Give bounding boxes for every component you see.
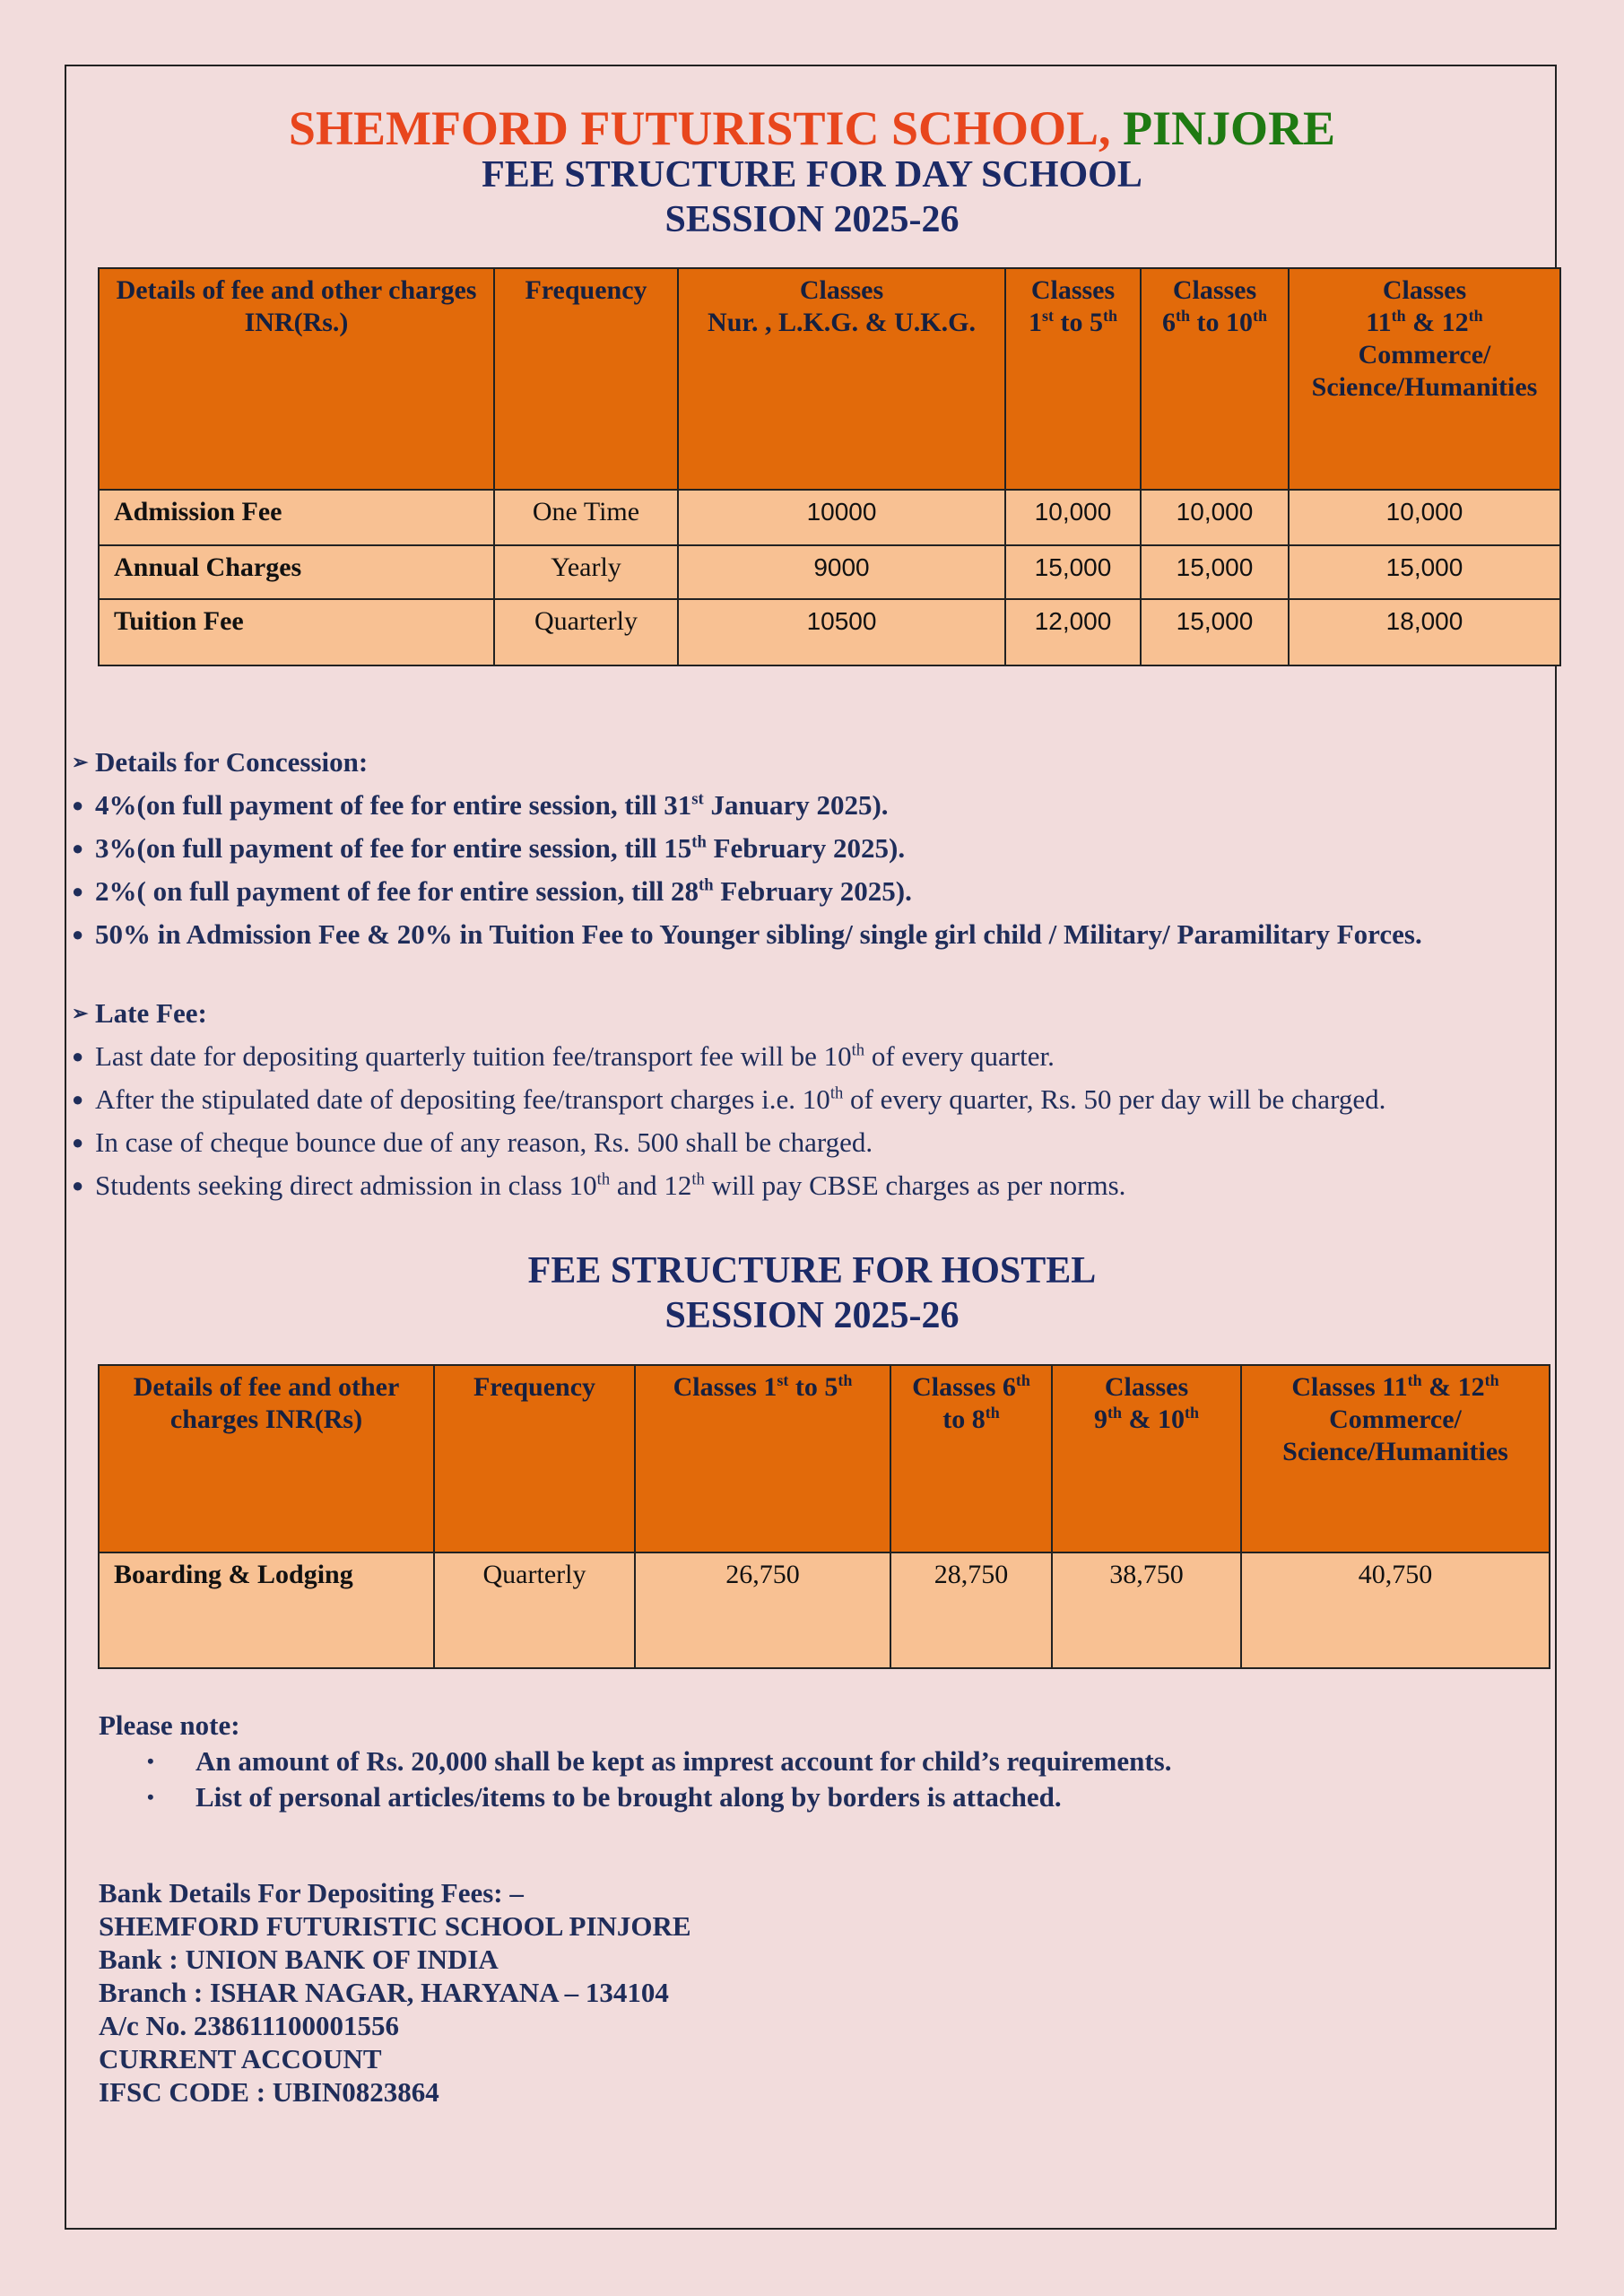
list-item: ● Students seeking direct admission in class 10th and 12th will pay CBSE charges as per norms. [72,1164,1560,1207]
dot-bullet-icon: ● [72,880,84,902]
list-item: ● Last date for depositing quarterly tuition fee/transport fee will be 10th of every quarter. [72,1035,1560,1078]
day-header-details: Details of fee and other charges INR(Rs.) [99,268,494,490]
list-item: ● After the stipulated date of depositing fee/transport charges i.e. 10th of every quarter, Rs. 50 per day will be charged. [72,1078,1560,1121]
day-header-frequency: Frequency [494,268,678,490]
day-session: SESSION 2025-26 [664,199,960,240]
table-row [99,490,1560,545]
row-frequency: One Time [494,490,678,545]
hostel-fee-title: FEE STRUCTURE FOR HOSTEL [527,1250,1097,1292]
arrow-bullet-icon: ➢ [72,1002,89,1024]
dot-bullet-icon: ● [72,837,84,859]
day-header-11-12: Classes 11th & 12th Commerce/ Science/Humanities [1289,268,1560,490]
bank-account-type: CURRENT ACCOUNT [99,2043,382,2074]
dot-bullet-icon: ● [72,794,84,816]
list-item: ● 50% in Admission Fee & 20% in Tuition Fee to Younger sibling/ single girl child / Military/ Paramilitary Forces. [72,913,1560,956]
row-value: 10500 [678,599,1005,665]
row-value: 15,000 [1005,545,1141,599]
concession-section [72,741,1560,956]
table-row [99,599,1560,665]
dot-bullet-icon: • [147,1786,154,1808]
list-item: • List of personal articles/items to be brought along by borders is attached. [99,1779,1533,1815]
row-value: 9000 [678,545,1005,599]
row-value: 15,000 [1289,545,1560,599]
dot-bullet-icon: ● [72,923,84,945]
list-item: ● 2%( on full payment of fee for entire session, till 28th February 2025). [72,870,1560,913]
dot-bullet-icon: ● [72,1045,84,1067]
row-value: 26,750 [635,1552,890,1668]
note-section [99,1708,1533,1815]
row-value: 15,000 [1141,599,1289,665]
row-label: Boarding & Lodging [99,1552,434,1668]
bank-branch: Branch : ISHAR NAGAR, HARYANA – 134104 [99,1977,669,2008]
row-frequency: Yearly [494,545,678,599]
day-header-6-10: Classes 6th to 10th [1141,268,1289,490]
row-value: 18,000 [1289,599,1560,665]
row-value: 10,000 [1141,490,1289,545]
row-label: Tuition Fee [99,599,494,665]
arrow-bullet-icon: ➢ [72,751,89,773]
day-table-header-row [99,268,1560,490]
dot-bullet-icon: ● [72,1088,84,1110]
row-value: 10,000 [1289,490,1560,545]
bank-account-name: SHEMFORD FUTURISTIC SCHOOL PINJORE [99,1910,691,1942]
row-frequency: Quarterly [434,1552,635,1668]
row-value: 15,000 [1141,545,1289,599]
day-fee-title: FEE STRUCTURE FOR DAY SCHOOL [482,154,1142,196]
late-fee-section [72,992,1560,1207]
row-value: 38,750 [1052,1552,1241,1668]
hostel-header-details: Details of fee and other charges INR(Rs) [99,1365,434,1552]
bank-ifsc: IFSC CODE : UBIN0823864 [99,2076,439,2108]
hostel-header-1-5: Classes 1st to 5th [635,1365,890,1552]
row-value: 10,000 [1005,490,1141,545]
bank-account-number: A/c No. 238611100001556 [99,2010,399,2041]
hostel-header-9-10: Classes 9th & 10th [1052,1365,1241,1552]
list-item: • An amount of Rs. 20,000 shall be kept as imprest account for child’s requirements. [99,1744,1533,1779]
list-item: ● 4%(on full payment of fee for entire session, till 31st January 2025). [72,784,1560,827]
dot-bullet-icon: • [147,1750,154,1772]
bank-details [99,1876,1533,2109]
hostel-session: SESSION 2025-26 [664,1295,960,1336]
school-name-location: PINJORE [1123,101,1336,155]
list-item: ● 3%(on full payment of fee for entire session, till 15th February 2025). [72,827,1560,870]
dot-bullet-icon: ● [72,1174,84,1196]
hostel-header-11-12: Classes 11th & 12th Commerce/ Science/Humanities [1241,1365,1550,1552]
row-label: Admission Fee [99,490,494,545]
row-value: 40,750 [1241,1552,1550,1668]
bank-name: Bank : UNION BANK OF INDIA [99,1944,499,1975]
table-row [99,545,1560,599]
list-item: ● In case of cheque bounce due of any reason, Rs. 500 shall be charged. [72,1121,1560,1164]
row-value: 12,000 [1005,599,1141,665]
day-header-nursery: Classes Nur. , L.K.G. & U.K.G. [678,268,1005,490]
concession-heading: ➢ Details for Concession: [72,741,1560,784]
hostel-header-frequency: Frequency [434,1365,635,1552]
bank-heading: Bank Details For Depositing Fees: – [99,1877,524,1909]
hostel-table-header-row [99,1365,1550,1552]
school-name [0,99,1624,158]
row-value: 28,750 [890,1552,1052,1668]
dot-bullet-icon: ● [72,1131,84,1153]
day-fee-table [98,267,1561,666]
row-frequency: Quarterly [494,599,678,665]
late-fee-heading: ➢ Late Fee: [72,992,1560,1035]
row-value: 10000 [678,490,1005,545]
day-header-1-5: Classes 1st to 5th [1005,268,1141,490]
table-row [99,1552,1550,1668]
school-name-main: SHEMFORD FUTURISTIC SCHOOL, [288,101,1124,155]
hostel-header-6-8: Classes 6th to 8th [890,1365,1052,1552]
note-heading: Please note: [99,1709,240,1741]
hostel-fee-table [98,1364,1550,1669]
row-label: Annual Charges [99,545,494,599]
